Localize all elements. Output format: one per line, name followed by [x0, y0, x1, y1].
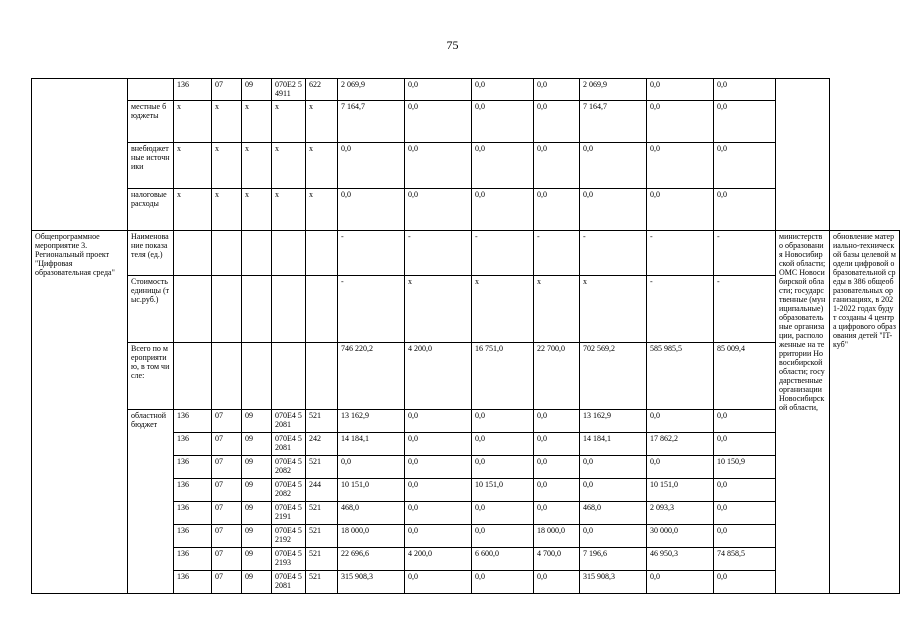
- value-cell: x: [174, 143, 212, 189]
- value-cell: 0,0: [714, 143, 776, 189]
- value-cell: 0,0: [472, 143, 534, 189]
- value-cell: 14 184,1: [338, 433, 405, 456]
- source-label-cell: налоговые расходы: [128, 189, 174, 231]
- value-cell: 521: [306, 525, 338, 548]
- value-cell: 7 164,7: [338, 101, 405, 143]
- value-cell: 136: [174, 502, 212, 525]
- value-cell: 136: [174, 571, 212, 594]
- value-cell: 09: [242, 548, 272, 571]
- value-cell: 6 600,0: [472, 548, 534, 571]
- value-cell: 0,0: [714, 101, 776, 143]
- value-cell: x: [174, 101, 212, 143]
- value-cell: x: [272, 101, 306, 143]
- table-row: [32, 343, 900, 410]
- value-cell: 521: [306, 410, 338, 433]
- value-cell: 0,0: [534, 433, 580, 456]
- value-cell: 7 164,7: [580, 101, 647, 143]
- value-cell: 244: [306, 479, 338, 502]
- value-cell: 0,0: [534, 571, 580, 594]
- value-cell: 136: [174, 433, 212, 456]
- value-cell: -: [714, 276, 776, 343]
- value-cell: 07: [212, 479, 242, 502]
- value-cell: 070E2 54911: [272, 79, 306, 101]
- value-cell: -: [405, 231, 472, 276]
- value-cell: 07: [212, 548, 242, 571]
- table-row: [32, 79, 900, 101]
- value-cell: x: [472, 276, 534, 343]
- value-cell: 242: [306, 433, 338, 456]
- value-cell: [272, 343, 306, 410]
- total-label-cell: Всего по мероприятию, в том числе:: [128, 343, 174, 410]
- value-cell: 468,0: [338, 502, 405, 525]
- value-cell: 0,0: [338, 143, 405, 189]
- value-cell: 10 151,0: [472, 479, 534, 502]
- event-name-cell: Общепрограммное мероприятие 3. Региональный проект "Цифровая образовательная среда": [32, 231, 128, 594]
- value-cell: 0,0: [405, 410, 472, 433]
- value-cell: 136: [174, 410, 212, 433]
- source-label-cell: местные бюджеты: [128, 101, 174, 143]
- value-cell: x: [242, 101, 272, 143]
- value-cell: 0,0: [580, 479, 647, 502]
- value-cell: x: [212, 189, 242, 231]
- value-cell: 746 220,2: [338, 343, 405, 410]
- value-cell: 0,0: [405, 433, 472, 456]
- value-cell: 070E4 52193: [272, 548, 306, 571]
- value-cell: 0,0: [472, 456, 534, 479]
- value-cell: [212, 276, 242, 343]
- value-cell: 09: [242, 525, 272, 548]
- value-cell: 0,0: [338, 189, 405, 231]
- value-cell: 0,0: [714, 502, 776, 525]
- indicator-label-cell: Наименование показателя (ед.): [128, 231, 174, 276]
- value-cell: 0,0: [472, 433, 534, 456]
- value-cell: 0,0: [472, 101, 534, 143]
- value-cell: 315 908,3: [338, 571, 405, 594]
- value-cell: 070E4 52192: [272, 525, 306, 548]
- value-cell: 0,0: [472, 571, 534, 594]
- value-cell: [212, 343, 242, 410]
- value-cell: 136: [174, 79, 212, 101]
- value-cell: 0,0: [714, 79, 776, 101]
- value-cell: 16 751,0: [472, 343, 534, 410]
- value-cell: x: [580, 276, 647, 343]
- budget-table: [31, 78, 900, 594]
- value-cell: 07: [212, 79, 242, 101]
- value-cell: -: [338, 231, 405, 276]
- value-cell: 136: [174, 548, 212, 571]
- value-cell: 22 696,6: [338, 548, 405, 571]
- value-cell: 14 184,1: [580, 433, 647, 456]
- value-cell: 07: [212, 456, 242, 479]
- value-cell: 070E4 52082: [272, 479, 306, 502]
- value-cell: 10 151,0: [338, 479, 405, 502]
- value-cell: 521: [306, 548, 338, 571]
- value-cell: 070E4 52081: [272, 571, 306, 594]
- table-row: [32, 231, 900, 276]
- value-cell: x: [242, 143, 272, 189]
- value-cell: 0,0: [580, 189, 647, 231]
- value-cell: 09: [242, 410, 272, 433]
- value-cell: 0,0: [534, 456, 580, 479]
- value-cell: 0,0: [647, 410, 714, 433]
- value-cell: [306, 276, 338, 343]
- value-cell: 0,0: [714, 479, 776, 502]
- value-cell: 0,0: [534, 479, 580, 502]
- value-cell: 0,0: [338, 456, 405, 479]
- value-cell: 0,0: [647, 456, 714, 479]
- value-cell: 30 000,0: [647, 525, 714, 548]
- value-cell: 46 950,3: [647, 548, 714, 571]
- value-cell: 09: [242, 433, 272, 456]
- value-cell: 09: [242, 456, 272, 479]
- value-cell: -: [580, 231, 647, 276]
- value-cell: [272, 231, 306, 276]
- page-number: 75: [446, 38, 459, 52]
- value-cell: 0,0: [405, 101, 472, 143]
- result-cell: обновление материально-технической базы целевой модели цифровой образовательной среды в 386 общеобразовательных организациях, в 2021-2022 годах будут созданы 4 центра цифрового образования детей "IT-куб": [830, 231, 900, 594]
- value-cell: 0,0: [405, 79, 472, 101]
- value-cell: -: [647, 276, 714, 343]
- value-cell: 13 162,9: [580, 410, 647, 433]
- value-cell: 315 908,3: [580, 571, 647, 594]
- value-cell: 0,0: [534, 410, 580, 433]
- value-cell: 070E4 52191: [272, 502, 306, 525]
- value-cell: 2 069,9: [338, 79, 405, 101]
- value-cell: 622: [306, 79, 338, 101]
- value-cell: [174, 343, 212, 410]
- value-cell: 136: [174, 456, 212, 479]
- value-cell: 22 700,0: [534, 343, 580, 410]
- value-cell: 18 000,0: [534, 525, 580, 548]
- source-label-cell: [128, 79, 174, 101]
- value-cell: 0,0: [580, 456, 647, 479]
- value-cell: [242, 231, 272, 276]
- value-cell: 4 200,0: [405, 548, 472, 571]
- value-cell: x: [405, 276, 472, 343]
- value-cell: x: [306, 143, 338, 189]
- table-row: [32, 101, 900, 143]
- value-cell: x: [306, 101, 338, 143]
- value-cell: 468,0: [580, 502, 647, 525]
- value-cell: 13 162,9: [338, 410, 405, 433]
- value-cell: [242, 343, 272, 410]
- value-cell: 0,0: [647, 571, 714, 594]
- table-row: [32, 143, 900, 189]
- value-cell: [212, 231, 242, 276]
- value-cell: 07: [212, 433, 242, 456]
- value-cell: x: [212, 101, 242, 143]
- value-cell: 0,0: [472, 79, 534, 101]
- value-cell: 585 985,5: [647, 343, 714, 410]
- value-cell: 0,0: [580, 525, 647, 548]
- value-cell: 0,0: [714, 433, 776, 456]
- value-cell: 0,0: [472, 189, 534, 231]
- value-cell: 0,0: [534, 79, 580, 101]
- indicator-label-cell: Стоимость единицы (тыс.руб.): [128, 276, 174, 343]
- value-cell: 07: [212, 525, 242, 548]
- value-cell: 521: [306, 502, 338, 525]
- event-cell-empty: [32, 79, 128, 231]
- value-cell: x: [174, 189, 212, 231]
- value-cell: 0,0: [405, 525, 472, 548]
- value-cell: 09: [242, 79, 272, 101]
- value-cell: [306, 343, 338, 410]
- value-cell: 0,0: [580, 143, 647, 189]
- value-cell: -: [534, 231, 580, 276]
- value-cell: 0,0: [405, 456, 472, 479]
- value-cell: 09: [242, 479, 272, 502]
- value-cell: 0,0: [534, 502, 580, 525]
- value-cell: 74 858,5: [714, 548, 776, 571]
- value-cell: 85 009,4: [714, 343, 776, 410]
- executor-cell: министерство образования Новосибирской области; ОМС Новосибирской области; государственные (муниципальные) образовательные организации, расположенные на территории Новосибирской области; государственные организации Новосибирской области,: [776, 231, 830, 594]
- value-cell: 0,0: [472, 502, 534, 525]
- value-cell: 0,0: [405, 143, 472, 189]
- value-cell: x: [272, 143, 306, 189]
- value-cell: 0,0: [405, 571, 472, 594]
- value-cell: 0,0: [472, 410, 534, 433]
- value-cell: [174, 276, 212, 343]
- value-cell: 07: [212, 571, 242, 594]
- value-cell: 4 200,0: [405, 343, 472, 410]
- value-cell: x: [534, 276, 580, 343]
- value-cell: 0,0: [647, 143, 714, 189]
- value-cell: -: [647, 231, 714, 276]
- value-cell: 0,0: [714, 410, 776, 433]
- value-cell: [272, 276, 306, 343]
- value-cell: x: [242, 189, 272, 231]
- value-cell: 0,0: [647, 189, 714, 231]
- value-cell: [306, 231, 338, 276]
- value-cell: 070E4 52081: [272, 433, 306, 456]
- value-cell: -: [338, 276, 405, 343]
- value-cell: 0,0: [647, 101, 714, 143]
- value-cell: 0,0: [714, 189, 776, 231]
- value-cell: 7 196,6: [580, 548, 647, 571]
- value-cell: 09: [242, 502, 272, 525]
- value-cell: 4 700,0: [534, 548, 580, 571]
- value-cell: 0,0: [534, 101, 580, 143]
- value-cell: [174, 231, 212, 276]
- value-cell: 702 569,2: [580, 343, 647, 410]
- value-cell: 0,0: [714, 525, 776, 548]
- value-cell: 0,0: [714, 571, 776, 594]
- value-cell: 0,0: [405, 189, 472, 231]
- value-cell: 521: [306, 456, 338, 479]
- value-cell: 07: [212, 410, 242, 433]
- value-cell: 0,0: [534, 189, 580, 231]
- source-label-cell: внебюджетные источники: [128, 143, 174, 189]
- value-cell: 17 862,2: [647, 433, 714, 456]
- value-cell: 10 150,9: [714, 456, 776, 479]
- result-cell-empty: [830, 79, 900, 231]
- value-cell: 070E4 52082: [272, 456, 306, 479]
- value-cell: 18 000,0: [338, 525, 405, 548]
- value-cell: 0,0: [647, 79, 714, 101]
- value-cell: 070E4 52081: [272, 410, 306, 433]
- table-row: [32, 189, 900, 231]
- value-cell: 136: [174, 479, 212, 502]
- value-cell: -: [472, 231, 534, 276]
- value-cell: x: [306, 189, 338, 231]
- value-cell: 0,0: [405, 479, 472, 502]
- value-cell: 0,0: [534, 143, 580, 189]
- value-cell: 2 069,9: [580, 79, 647, 101]
- table-row: [32, 410, 900, 433]
- table-row: [32, 276, 900, 343]
- table-body: [32, 79, 900, 594]
- value-cell: 0,0: [472, 525, 534, 548]
- value-cell: 2 093,3: [647, 502, 714, 525]
- regional-budget-label-cell: областной бюджет: [128, 410, 174, 594]
- value-cell: x: [212, 143, 242, 189]
- value-cell: 09: [242, 571, 272, 594]
- value-cell: 0,0: [405, 502, 472, 525]
- value-cell: 10 151,0: [647, 479, 714, 502]
- value-cell: x: [272, 189, 306, 231]
- value-cell: 07: [212, 502, 242, 525]
- value-cell: [242, 276, 272, 343]
- value-cell: -: [714, 231, 776, 276]
- executor-cell-empty: [776, 79, 830, 231]
- value-cell: 136: [174, 525, 212, 548]
- value-cell: 521: [306, 571, 338, 594]
